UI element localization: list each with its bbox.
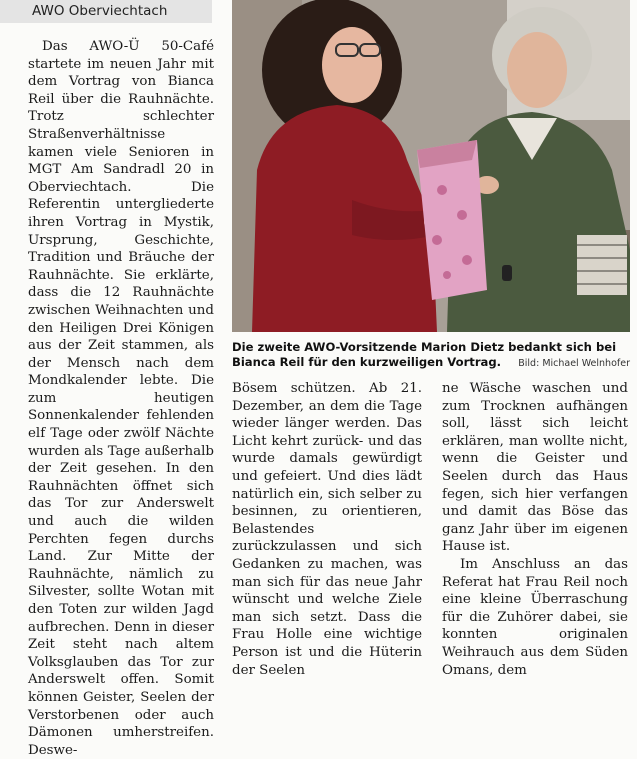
article-paragraph: Das AWO-Ü 50-Café startete im neuen Jahr mit dem Vortrag von Bianca Reil über die Rauhnächte. Trotz schlechter Straßenverhältnisse kamen viele Senioren in MGT Am Sandradl 20 in Oberviechtach. Die Referentin untergliederte ihren Vortrag in Mystik, Ursprung, Geschichte, Tradition und Bräuche der Rauhnächte. Sie erklärte, dass die 12 Rauhnächte zwischen Weihnachten und den Heiligen Drei Königen aus der Zeit stammen, als der Mensch nach dem Mondkalender lebte. Die zum heutigen Sonnenkalender fehlenden elf Tage oder zwölf Nächte wurden als Tage außerhalb der Zeit gesehen. In den Rauhnächten öffnet sich das Tor zur Anderswelt und auch die wilden Perchten fegen durchs Land. Zur Mitte der Rauhnächte, nämlich zu Silvester, sollte Wotan mit den Toten zur wilden Jagd aufbrechen. Denn in dieser Zeit steht nach altem Volksglauben das Tor zur Anderswelt offen. Somit können Geister, Seelen der Verstorbenen oder auch Dämonen umherstreifen. Deswe- <box>28 39 214 758</box>
watch-icon <box>502 265 512 281</box>
woman-right-face <box>507 32 567 108</box>
article-column-3 <box>442 380 628 678</box>
article-paragraph: Im Anschluss an das Referat hat Frau Reil noch eine kleine Überraschung für die Zuhörer dabei, sie konnten originalen Weihrauch aus dem Süden Omans, dem <box>442 556 628 678</box>
section-header: AWO Oberviechtach <box>32 3 168 19</box>
article-paragraph: Bösem schützen. Ab 21. Dezember, an dem die Tage wieder länger werden. Das Licht kehrt zurück- und das wurde damals gewürdigt und gefeiert. Und dies lädt natürlich ein, sich selber zu besinnen, zu orientieren, Belastendes zurückzulassen und sich Gedanken zu machen, was man sich für das neue Jahr wünscht und welche Ziele man sich setzt. Dass die Frau Holle eine wichtige Person ist und die Hüterin der Seelen <box>232 381 422 678</box>
gift-bag-pattern <box>462 255 472 265</box>
photo-illustration <box>232 0 630 332</box>
photo-credit: Bild: Michael Welnhofer <box>518 358 630 369</box>
photo-caption: Die zweite AWO-Vorsitzende Marion Dietz bedankt sich bei Bianca Reil für den kurzweiligen Vortrag. <box>232 340 617 369</box>
gift-bag-pattern <box>432 235 442 245</box>
woman-left-face <box>322 27 382 103</box>
article-paragraph: ne Wäsche waschen und zum Trocknen aufhängen soll, lässt sich leicht erklären, man wollte nicht, wenn die Geister und Seelen durch das Haus fegen, sich hier verfangen und damit das Böse das ganz Jahr über im eigenen Hause ist. <box>442 381 628 555</box>
gift-bag-pattern <box>443 271 451 279</box>
article-column-2 <box>232 380 422 678</box>
article-photo <box>232 0 630 332</box>
gift-bag-pattern <box>457 210 467 220</box>
gift-bag-pattern <box>437 185 447 195</box>
article-column-1 <box>28 38 214 758</box>
